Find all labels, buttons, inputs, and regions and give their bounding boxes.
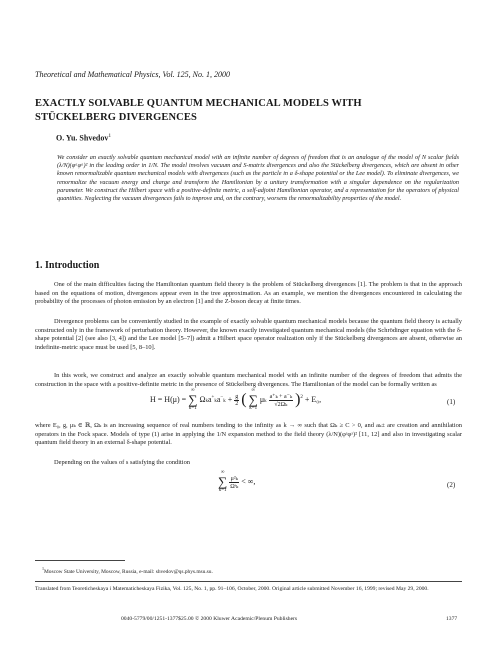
paragraph-1: One of the main difficulties facing the Hamiltonian quantum field theory is the problem of Stückelberg divergences [1]. The problem is that in the approach based on the equations of motion, divergences appear even in the tree approximation. As an example, we mention the divergences encountered in calculating the probability of the processes of photon emission by an electron [1] and the Z-boson decay at finite times. [35, 281, 462, 306]
author [56, 133, 111, 143]
paragraph-5: Depending on the values of s satisfying the condition [54, 459, 190, 466]
paragraph-3: In this work, we construct and analyze an exactly solvable quantum mechanical model with an infinite number of the degrees of freedom that admits the construction in the space with a positive-definite metric in the presence of Stückelberg divergences. The Hamiltonian of the model can be formally written as [35, 372, 462, 388]
equation-1: H = H(μ) = ∞ ∑ k=1 Ωka+ka−k + $\frac{g}{2}$ ( ∞ ∑ k=1 μk $\frac{\text{a⁺ₖ + a⁻ₖ}}{\text{√2Ωₖ}}$ )$^2$ + E₀, [150, 388, 322, 411]
eq2-sum: ∞ ∑ k=1 [218, 470, 228, 493]
eq2-fraction: $\frac{\text{μ²ₖ}}{\text{Ωˢₖ}}$ [230, 475, 239, 490]
journal-header: Theoretical and Mathematical Physics, Vol. 125, No. 1, 2000 [35, 70, 231, 79]
footnote-rule [35, 560, 125, 561]
title-line-1: EXACTLY SOLVABLE QUANTUM MECHANICAL MODELS WITH [35, 98, 362, 109]
eq1-inner-fraction: $\frac{\text{a⁺ₖ + a⁻ₖ}}{\text{√2Ωₖ}}$ [269, 393, 293, 408]
eq1-sum-2: ∞ ∑ k=1 [248, 388, 258, 411]
equation-1-number: (1) [447, 398, 456, 406]
eq1-lhs: H = H(μ) = [150, 394, 187, 404]
eq1-open-paren: ( [241, 391, 247, 408]
footnote [42, 566, 213, 575]
paper-title [35, 97, 465, 124]
equation-2 [218, 470, 298, 498]
section-heading: 1. Introduction [35, 260, 100, 271]
paragraph-2: Divergence problems can be conveniently studied in the example of exactly solvable quantum mechanical models because the quantum field theory is actually constructed only in the framework of perturbation theory. However, the known exactly investigated quantum mechanical models (the Schrödinger equation with the δ-shape potential [2] (see also [3, 4]) and the Lee model [5–7]) admit a Hilbert space operator realization only if the Stückelberg divergences are absent, otherwise an indefinite-metric space must be used [5, 8–10]. [35, 318, 462, 351]
author-footnote-mark: 1 [108, 133, 112, 139]
equation-2-number: (2) [447, 481, 456, 489]
footnote-mark: 1 [42, 566, 44, 571]
translation-rule [35, 581, 462, 582]
page-number: 1377 [446, 616, 458, 622]
eq1-g-numerator: g [235, 393, 239, 400]
eq1-g-denominator: 2 [235, 400, 239, 407]
eq2-tail: < ∞, [241, 476, 256, 486]
eq1-g-fraction [234, 394, 239, 407]
eq1-close-paren: ) [295, 391, 301, 408]
translation-note: Translated from Teoreticheskaya i Matematicheskaya Fizika, Vol. 125, No. 1, pp. 91–106, October, 2000. Original article submitted November 16, 1999; revised May 29, 2000. [35, 586, 429, 592]
abstract: We consider an exactly solvable quantum mechanical model with an infinite number of degrees of freedom that is an analogue of the model of N scalar fields (λ/N)(φᵃφᵃ)² in the leading order in 1/N. The model involves vacuum and S-matrix divergences and also the Stückelberg divergences, which are absent in other known renormalizable quantum mechanical models with divergences (such as the particle in a δ-shape potential or the Lee model). To eliminate divergences, we renormalize the vacuum energy and charge and transform the Hamiltonian by a unitary transformation with a singular dependence on the regularization parameter. We construct the Hilbert space with a positive-definite metric, a self-adjoint Hamiltonian operator, and a representation for the operators of physical quantities. Neglecting the vacuum divergences fails to improve and, on the contrary, worsens the renormalizability properties of the model. [57, 154, 459, 203]
eq1-sum-1: ∞ ∑ k=1 [188, 388, 198, 411]
title-line-2: STÜCKELBERG DIVERGENCES [35, 111, 197, 123]
footnote-text: Moscow State University, Moscow, Russia, e-mail: shvedov@qs.phys.msu.su. [44, 568, 213, 575]
paragraph-4: where E₀, g, μₖ ∈ ℝ, Ωₖ is an increasing sequence of real numbers tending to the infinity as k → ∞ such that Ωₖ ≥ C > 0, and aₖ± are creation and annihilation operators in the Fock space. Models of type (1) arise in applying the 1/N expansion method to the field theory (λ/N)(φᵃφᵃ)² [11, 12] and also in investigating scalar quantum field theory in an external δ-shape potential. [35, 422, 462, 447]
issn-line: 0040-5779/00/1251-1377$25.00 © 2000 Kluwer Academic/Plenum Publishers [121, 616, 298, 622]
eq1-tail: + E₀, [304, 394, 322, 404]
eq1-plus: + [227, 394, 233, 404]
author-name: O. Yu. Shvedov [56, 133, 109, 143]
eq1-term-omega: Ω [199, 394, 206, 404]
